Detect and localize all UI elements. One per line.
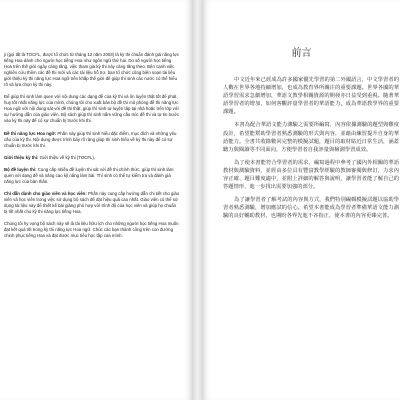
left-paragraph-lead: Chỉ dẫn dành cho giáo viên và học viên: — [4, 190, 87, 196]
left-paragraph — [4, 167, 180, 185]
left-paragraph-text: Giới thiệu về kỳ thi (TOCFL). — [38, 154, 96, 160]
book-gutter — [192, 0, 203, 400]
left-paragraph-text: Phần này giúp thí sinh hiểu đặc điểm, mục đích và những yêu cầu của kỳ thi. Nội dung được trình bày rõ ràng giúp thí sinh hiểu về kỳ thi này để có sự chuẩn bị trước khi thi. — [4, 130, 177, 148]
preface-paragraph: 為了使本書能符合學習者的需求，編寫過程中參考了國內外相關的華語教材與測驗資料，並經由多位具有豐富教學經驗的教師審閱與修訂，力求內容正確、題目難度適中，並附上詳細的解答與說明，讓學習者能了解自己的答題情形，進一步找出需要加強的部分。 — [223, 159, 399, 191]
left-paragraph — [4, 94, 180, 124]
left-paragraph — [4, 131, 180, 149]
left-paragraph-text: Cung cấp nhiều đề luyện thi sát với đề thi chính thức, giúp thí sinh làm quen với dạng đề và nâng cao kỹ năng làm bài. Thí sinh có thể tự kiểm tra và đánh giá năng lực của bản thân. — [4, 166, 174, 184]
left-paragraph-lead: Giới thiệu kỳ thi: — [4, 154, 39, 160]
left-paragraph-text: Chúng tôi hy vọng bộ sách này sẽ là tài liệu hữu ích cho những người học tiếng Hoa muốn đạt kết quả tốt trong kỳ thi năng lực Hoa ngữ. Chúc các bạn thành công trên con đường chinh phục tiếng Hoa và đạt được mục tiêu học tập của mình. — [4, 221, 179, 239]
left-paragraph-lead: Bộ đề luyện thi: — [4, 166, 37, 172]
right-page — [203, 0, 400, 400]
left-paragraph-text: ji (gọi tắt là TOCFL, được tổ chức từ tháng 12 năm 2003) là kỳ thi chuẩn đánh giá năng lực tiếng Hoa dành cho người học tiếng Hoa như ngôn ngữ thứ hai. Do số người học tiếng Hoa trên thế giới ngày càng tăng, việc tham gia kỳ thi này càng tăng theo. Bên cạnh việc nghiên cứu thêm các đề thi mới và các tài liệu hỗ trợ, ban tổ chức cũng biên soạn tài liệu giới thiệu kỳ thi năng lực Hoa ngữ trên khắp thế giới để giúp thí sinh các nước có thể hiểu rõ và lựa chọn kỳ thi này. — [4, 52, 180, 88]
left-paragraph — [4, 221, 180, 239]
left-paragraph — [4, 52, 180, 88]
left-paragraph-text: Phần này cung cấp hướng dẫn chi tiết cho giáo viên và học viên trong việc sử dụng bộ sách để đạt hiệu quả cao nhất. Giáo viên có thể sử dụng tài liệu này để thiết kế bài giảng phù hợp với trình độ của học viên và giúp họ chuẩn bị tốt nhất cho kỳ thi năng lực tiếng Hoa. — [4, 190, 180, 214]
chinese-text-block — [223, 76, 399, 226]
left-page — [0, 0, 192, 400]
left-paragraph — [4, 155, 180, 161]
preface-title: 前言 — [291, 48, 312, 59]
preface-paragraph: 本書為配合華語文能力測驗之需要所編寫，內容依據測驗的題型與難度設計，希望能幫助學習者熟悉測驗的形式與內容，並藉由練習提升自身的華語能力。全書共收錄數回完整的模擬試題，題目的取材貼近日常生活，涵蓋聽力與閱讀等不同面向，方便學習者自我評量與檢測學習成效。 — [223, 122, 399, 153]
vietnamese-text-block — [4, 52, 180, 245]
left-paragraph — [4, 191, 180, 215]
left-paragraph-lead: Đề thi năng lực Hoa ngữ: — [4, 130, 57, 136]
preface-paragraph: 為了讓學習者了解考試的內容與方式，我們特別編輯模擬試題以協助學習者熟悉測驗，增加應試的信心。希望本書能成為學習者準備華語文能力測驗的良好輔助教材，也期盼各界先進不吝指正，使本書的內容更臻完善。 — [223, 197, 399, 220]
preface-paragraph: 中文近年來已經成為許多國家優先學習的第二外國語言，中文學習者的人數在世界各地持續增加，也成為教育界所關注的重要課題。世界各國的華語學習需求急劇增加，華語文教學相關資源的開發亦日益受到重視。隨著華語學習者的增加，如何客觀評量學習者的華語能力，成為華語教學界的重要課題。 — [223, 77, 399, 116]
left-paragraph-text: Để giúp thí sinh làm quen với nội dung các dạng đề của kỳ thi và ôn luyện thật tốt để phát huy tốt nhất năng lực của mình, chúng tôi cho xuất bản bộ đề thi mô phỏng đề thi năng lực Hoa ngữ với nội dung sát với đề thi thật, giúp thí sinh tự luyện tập tại nhà hoặc trên lớp với sự hướng dẫn của giáo viên. Bộ sách giúp thí sinh nắm vững cấu trúc đề thi và tự tin bước vào kỳ thi này để có sự chuẩn bị trước khi thi. — [4, 94, 180, 124]
